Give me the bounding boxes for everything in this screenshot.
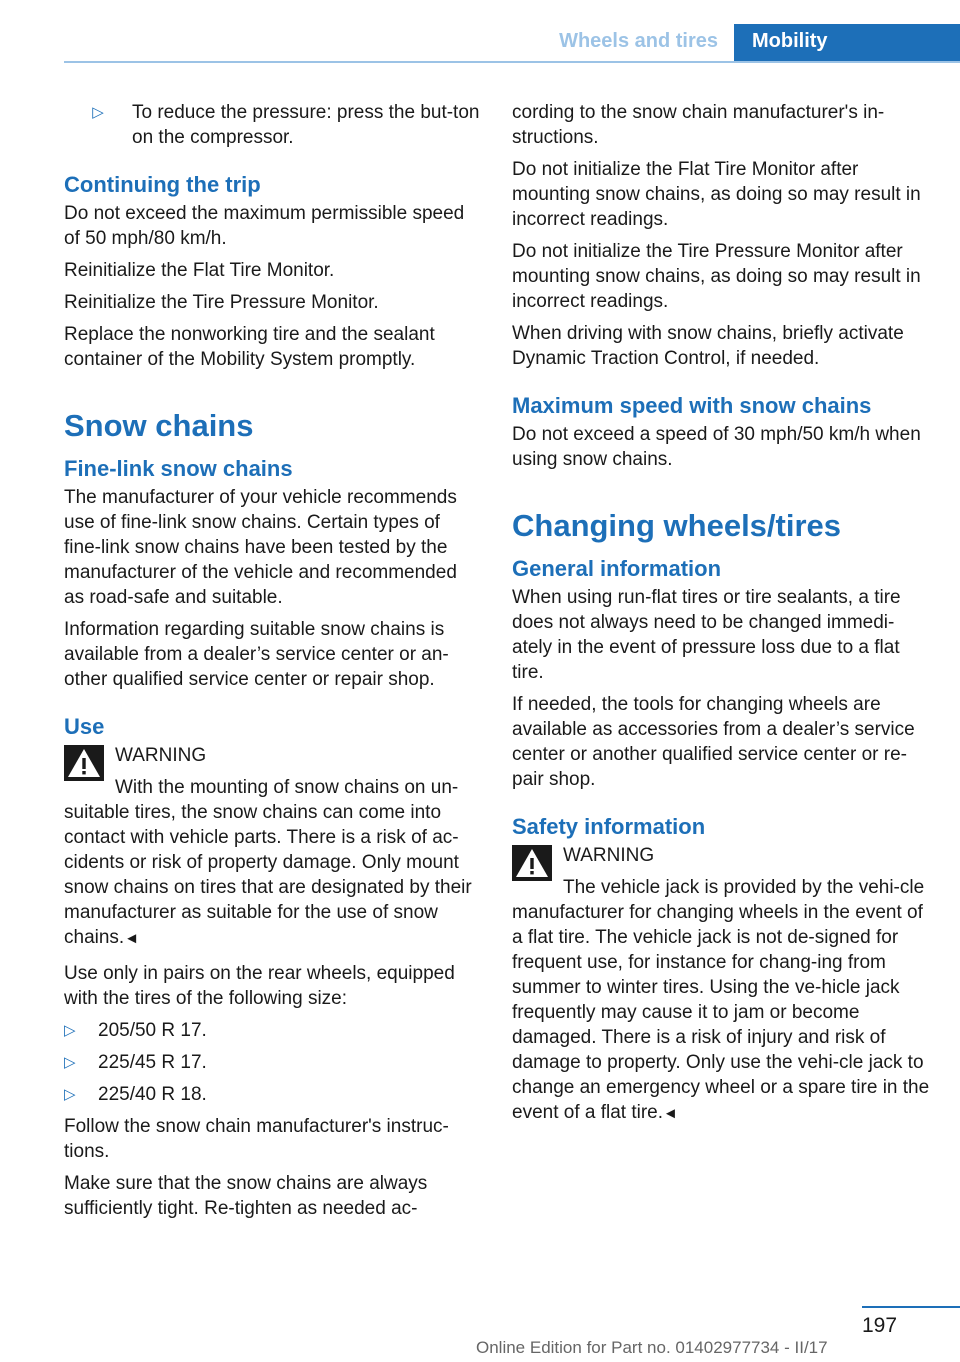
paragraph: Reinitialize the Tire Pressure Monitor. (64, 292, 379, 313)
paragraph: Follow the snow chain manufacturer's instruc-tions. (64, 1116, 449, 1162)
bullet-triangle-icon: ▷ (64, 1022, 76, 1039)
warning-text-body: With the mounting of snow chains on un-suitable tires, the snow chains can come into contact with vehicle parts. There is a risk of ac-cidents or risk of property damage. Only mount snow chains on tires that are designated by their manufacturer as suitable for the use of snow chains. (64, 777, 472, 948)
paragraph: Do not initialize the Tire Pressure Monitor after mounting snow chains, as doing so may result in incorrect readings. (512, 241, 921, 312)
left-column (64, 100, 480, 1228)
warning-text (64, 775, 480, 951)
paragraph: Replace the nonworking tire and the sealant container of the Mobility System promptly. (64, 324, 435, 370)
list-item-text: 225/45 R 17. (98, 1052, 207, 1073)
list-item (64, 1018, 480, 1043)
paragraph: Information regarding suitable snow chains is available from a dealer’s service center or an-other qualified service center or repair shop. (64, 619, 449, 690)
heading-safety-info: Safety information (512, 814, 706, 839)
header-rule (64, 61, 960, 63)
header-section: Wheels and tires (559, 30, 718, 52)
bullet-triangle-icon: ▷ (64, 1054, 76, 1071)
edition-note: Online Edition for Part no. 01402977734 - II/17 (476, 1338, 828, 1357)
paragraph: Reinitialize the Flat Tire Monitor. (64, 260, 335, 281)
paragraph: Use only in pairs on the rear wheels, equipped with the tires of the following size: (64, 963, 455, 1009)
heading-continuing-trip: Continuing the trip (64, 172, 261, 197)
end-mark-icon: ◄ (663, 1105, 678, 1122)
warning-box (512, 843, 930, 1126)
heading-use: Use (64, 714, 105, 739)
list-item-text: To reduce the pressure: press the but-ton on the compressor. (132, 102, 480, 148)
page-header (559, 24, 960, 62)
warning-triangle-icon (64, 745, 104, 781)
heading-snow-chains: Snow chains (64, 408, 254, 443)
paragraph: Do not initialize the Flat Tire Monitor after mounting snow chains, as doing so may result in incorrect readings. (512, 159, 921, 230)
bullet-triangle-icon: ▷ (92, 104, 104, 121)
heading-fine-link: Fine-link snow chains (64, 456, 293, 481)
paragraph: The manufacturer of your vehicle recommends use of fine-link snow chains. Certain types of fine-link snow chains have been tested by the manufacturer of the vehicle and recommended as road-safe and suitable. (64, 487, 457, 608)
right-column (512, 100, 930, 1134)
paragraph: When using run-flat tires or tire sealants, a tire does not always need to be changed immedi-ately in the event of pressure loss due to a flat tire. (512, 587, 901, 683)
heading-general-info: General information (512, 556, 722, 581)
paragraph: Do not exceed a speed of 30 mph/50 km/h when using snow chains. (512, 424, 921, 470)
paragraph: When driving with snow chains, briefly activate Dynamic Traction Control, if needed. (512, 323, 904, 369)
list-item (64, 100, 480, 150)
warning-label: WARNING (115, 745, 207, 766)
paragraph: cording to the snow chain manufacturer's in-structions. (512, 102, 885, 148)
heading-max-speed: Maximum speed with snow chains (512, 393, 872, 418)
list-item (64, 1082, 480, 1107)
paragraph: Make sure that the snow chains are always sufficiently tight. Re-tighten as needed ac- (64, 1173, 428, 1219)
end-mark-icon: ◄ (124, 930, 140, 947)
warning-box (64, 743, 480, 951)
paragraph: If needed, the tools for changing wheels are available as accessories from a dealer’s service center or another qualified service center or re-pair shop. (512, 694, 915, 790)
warning-text (512, 875, 930, 1126)
warning-label: WARNING (563, 845, 655, 866)
footer-rule (862, 1306, 960, 1308)
list-item (64, 1050, 480, 1075)
page-number: 197 (862, 1314, 898, 1337)
heading-changing-wheels: Changing wheels/tires (512, 508, 842, 543)
warning-triangle-icon (512, 845, 552, 881)
bullet-triangle-icon: ▷ (64, 1086, 76, 1103)
paragraph: Do not exceed the maximum permissible speed of 50 mph/80 km/h. (64, 203, 465, 249)
list-item-text: 205/50 R 17. (98, 1020, 207, 1041)
warning-text-body: The vehicle jack is provided by the vehi-cle manufacturer for changing wheels in the event of a flat tire. The vehicle jack is not de-signed for frequent use, for instance for chang-ing from summer to winter tires. Using the ve-hicle jack frequently may cause it to jam or become damaged. There is a risk of injury and risk of damage to property. Only use the vehi-cle jack to change an emergency wheel or a spare tire in the event of a flat tire. (512, 877, 930, 1123)
list-item-text: 225/40 R 18. (98, 1084, 207, 1105)
header-chapter-tab: Mobility (734, 24, 960, 62)
